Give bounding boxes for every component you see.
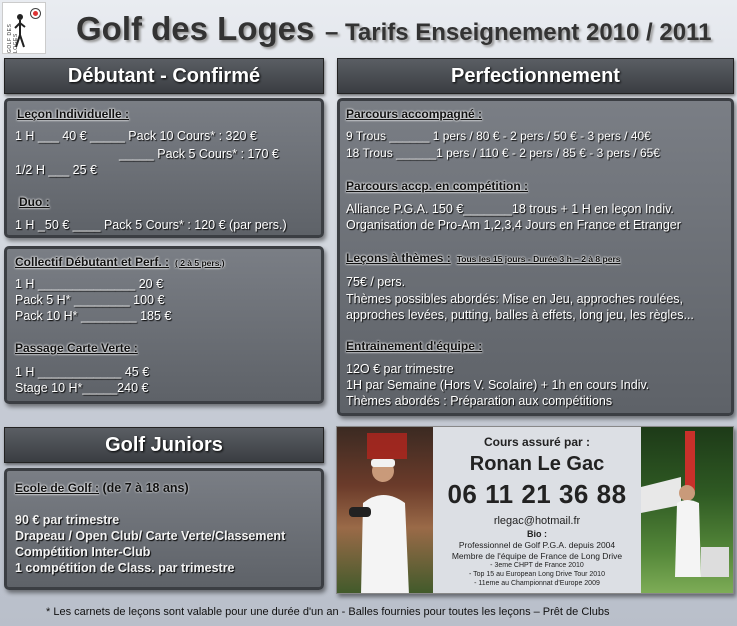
golfer-icon	[13, 13, 27, 49]
page-subtitle: – Tarifs Enseignement 2010 / 2011	[325, 19, 712, 46]
parcours-line: 9 Trous ______ 1 pers / 80 € - 2 pers / 50 € - 3 pers / 40€	[346, 129, 651, 143]
lecon-line: 1 H ___ 40 € _____ Pack 10 Cours* : 320 €	[15, 129, 257, 143]
bio-line: Professionnel de Golf P.G.A. depuis 2004	[458, 540, 616, 550]
collectif-line: Pack 10 H* ________ 185 €	[15, 309, 172, 323]
competition-heading: Parcours accp. en compétition :	[346, 179, 529, 193]
themes-line: 75€ / pers.	[346, 275, 406, 289]
themes-note: Tous les 15 jours - Durée 3 h – 2 à 8 pers	[456, 254, 621, 264]
bio-line: - 3eme CHPT de France 2010	[490, 562, 584, 569]
lecon-line: _____ Pack 5 Cours* : 170 €	[119, 147, 279, 161]
band-juniors: Golf Juniors	[4, 427, 324, 463]
juniors-line: Drapeau / Open Club/ Carte Verte/Classement	[15, 529, 286, 543]
duo-heading: Duo :	[19, 195, 50, 209]
ecole-heading: Ecole de Golf :	[15, 481, 100, 495]
ecole-heading-row	[15, 481, 189, 495]
carte-verte-line: 1 H ____________ 45 €	[15, 365, 150, 379]
themes-heading-row	[346, 251, 620, 265]
carte-verte-line: Stage 10 H*_____240 €	[15, 381, 149, 395]
collectif-note: ( 2 à 5 pers.)	[175, 258, 225, 268]
golf-ball-icon	[31, 9, 40, 18]
logo-text: GOLF DES LOGES	[7, 23, 19, 53]
lecon-line: 1/2 H ___ 25 €	[15, 163, 98, 177]
lecon-individuelle-box	[4, 98, 324, 238]
perfectionnement-box	[337, 98, 734, 416]
bio-line: Membre de l'équipe de France de Long Drive	[451, 551, 623, 561]
competition-line: Organisation de Pro-Am 1,2,3,4 Jours en France et Etranger	[346, 218, 681, 232]
carte-verte-heading: Passage Carte Verte :	[15, 341, 138, 355]
juniors-box	[4, 468, 324, 590]
coach-panel	[336, 426, 734, 594]
parcours-heading: Parcours accompagné :	[346, 107, 483, 121]
parcours-line: 18 Trous ______1 pers / 110 € - 2 pers / 85 € - 3 pers / 65€	[346, 146, 660, 160]
bio-line: - Top 15 au European Long Drive Tour 2010	[469, 571, 605, 578]
coach-name: Ronan Le Gac	[469, 453, 605, 475]
band-perfectionnement: Perfectionnement	[337, 58, 734, 94]
themes-line: approches levées, putting, balles à effets, long jeu, les règles...	[346, 308, 694, 322]
golfer-photo-right	[641, 427, 733, 594]
juniors-line: 1 compétition de Class. par trimestre	[15, 561, 235, 575]
duo-line: 1 H _50 € ____ Pack 5 Cours* : 120 € (par pers.)	[15, 218, 287, 232]
equipe-line: 12O € par trimestre	[346, 362, 454, 376]
lecon-individuelle-heading: Leçon Individuelle :	[17, 107, 130, 121]
golfer-photo-left	[337, 427, 433, 594]
collectif-line: Pack 5 H* ________ 100 €	[15, 293, 165, 307]
golfer-left-illustration	[337, 427, 433, 594]
golfer-right-illustration	[641, 427, 733, 594]
coach-label: Cours assuré par :	[483, 435, 591, 449]
coach-email[interactable]: rlegac@hotmail.fr	[493, 515, 581, 527]
equipe-line: 1H par Semaine (Hors V. Scolaire) + 1h en cours Indiv.	[346, 378, 650, 392]
ecole-age-note: (de 7 à 18 ans)	[102, 481, 189, 495]
competition-line: Alliance P.G.A. 150 €_______18 trous + 1 H en leçon Indiv.	[346, 202, 674, 216]
juniors-line: 90 € par trimestre	[15, 513, 120, 527]
themes-line: Thèmes possibles abordés: Mise en Jeu, approches roulées,	[346, 292, 683, 306]
coach-phone: 06 11 21 36 88	[447, 479, 627, 509]
bio-heading: Bio :	[527, 529, 547, 539]
footer-note: * Les carnets de leçons sont valable pour une durée d'un an - Balles fournies pour toutes les leçons – Prêt de Clubs	[46, 606, 610, 618]
collectif-line: 1 H ______________ 20 €	[15, 277, 164, 291]
band-debutant: Débutant - Confirmé	[4, 58, 324, 94]
equipe-line: Thèmes abordés : Préparation aux compétitions	[346, 394, 613, 408]
golf-logo	[2, 2, 46, 54]
collectif-heading: Collectif Débutant et Perf. : ( 2 à 5 pers.)	[15, 255, 225, 269]
bio-line: - 11eme au Championnat d'Europe 2009	[474, 580, 600, 587]
equipe-heading: Entrainement d'équipe :	[346, 339, 483, 353]
coach-info	[433, 427, 641, 593]
themes-heading: Leçons à thèmes :	[346, 251, 451, 265]
juniors-line: Compétition Inter-Club	[15, 545, 151, 559]
page-title: Golf des Loges	[76, 10, 315, 47]
collectif-box	[4, 246, 324, 404]
